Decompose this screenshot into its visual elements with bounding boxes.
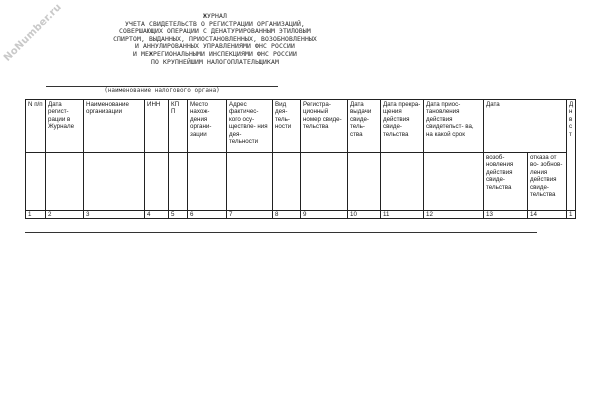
table-subheader-row xyxy=(26,153,576,211)
header-cell: Наименование организации xyxy=(84,100,145,153)
title-line: ЖУРНАЛ xyxy=(203,12,227,20)
column-number: 12 xyxy=(424,211,484,219)
column-number: 11 xyxy=(381,211,424,219)
column-number: 1 xyxy=(26,211,46,219)
empty-cell xyxy=(169,153,188,211)
empty-cell xyxy=(348,153,381,211)
column-number: 8 xyxy=(273,211,301,219)
column-number: 6 xyxy=(188,211,227,219)
empty-cell xyxy=(424,153,484,211)
empty-cell xyxy=(273,153,301,211)
title-line: СПИРТОМ, ВЫДАННЫХ, ПРИОСТАНОВЛЕННЫХ, ВОЗОБНОВЛЕННЫХ xyxy=(113,34,317,43)
header-cell: Дата регист- рации в Журнале xyxy=(46,100,84,153)
empty-cell xyxy=(567,153,576,211)
column-number: 9 xyxy=(301,211,348,219)
column-number: 14 xyxy=(528,211,567,219)
column-number-row xyxy=(26,211,576,219)
header-cell: Дата прекра- щения действия свиде- тельства xyxy=(381,100,424,153)
column-number: 5 xyxy=(169,211,188,219)
header-cell-truncated: Д н в с т xyxy=(567,100,576,153)
watermark: NoNumber.ru xyxy=(2,1,64,64)
empty-cell xyxy=(301,153,348,211)
column-number: 7 xyxy=(227,211,273,219)
header-cell-date-group: Дата xyxy=(484,100,567,153)
empty-cell xyxy=(227,153,273,211)
subheader-cell: возоб- новления действия свиде- тельства xyxy=(484,153,528,211)
empty-cell xyxy=(46,153,84,211)
column-number: 1 xyxy=(567,211,576,219)
column-number: 10 xyxy=(348,211,381,219)
journal-title xyxy=(60,13,370,66)
empty-cell xyxy=(26,153,46,211)
header-cell: Дата выдачи свиде- тель- ства xyxy=(348,100,381,153)
subheader-cell: отказа от во- зобнов- ления действия свиде- тельства xyxy=(528,153,567,211)
column-number: 13 xyxy=(484,211,528,219)
empty-cell xyxy=(84,153,145,211)
empty-cell xyxy=(145,153,169,211)
table-header-row xyxy=(26,100,576,153)
title-line: И АННУЛИРОВАННЫХ УПРАВЛЕНИЯМИ ФНС РОССИИ xyxy=(135,42,295,51)
empty-cell xyxy=(188,153,227,211)
header-cell: Адрес фактичес- кого осу- ществле- ния дея- тельности xyxy=(227,100,273,153)
header-cell: ИНН xyxy=(145,100,169,153)
header-cell: Вид дея- тель- ности xyxy=(273,100,301,153)
title-line: УЧЕТА СВИДЕТЕЛЬСТВ О РЕГИСТРАЦИИ ОРГАНИЗАЦИЙ, xyxy=(125,19,305,28)
title-line: ПО КРУПНЕЙШИМ НАЛОГОПЛАТЕЛЬЩИКАМ xyxy=(151,57,279,66)
title-line: И МЕЖРЕГИОНАЛЬНЫМИ ИНСПЕКЦИЯМИ ФНС РОССИИ xyxy=(133,49,297,58)
empty-cell xyxy=(381,153,424,211)
title-line: СОВЕРШАЮЩИХ ОПЕРАЦИИ С ДЕНАТУРИРОВАННЫМ ЭТИЛОВЫМ xyxy=(119,27,311,36)
header-cell: Регистра- ционный номер свиде- тельства xyxy=(301,100,348,153)
header-cell: КП П xyxy=(169,100,188,153)
organ-name-caption: (наименование налогового органа) xyxy=(104,87,220,94)
header-cell: N п/п xyxy=(26,100,46,153)
column-number: 3 xyxy=(84,211,145,219)
journal-table xyxy=(25,99,576,219)
header-cell: Место нахож- дения органи- зации xyxy=(188,100,227,153)
column-number: 4 xyxy=(145,211,169,219)
header-cell: Дата приос- тановления действия свидетельст- ва, на какой срок xyxy=(424,100,484,153)
bottom-rule xyxy=(25,232,537,233)
column-number: 2 xyxy=(46,211,84,219)
